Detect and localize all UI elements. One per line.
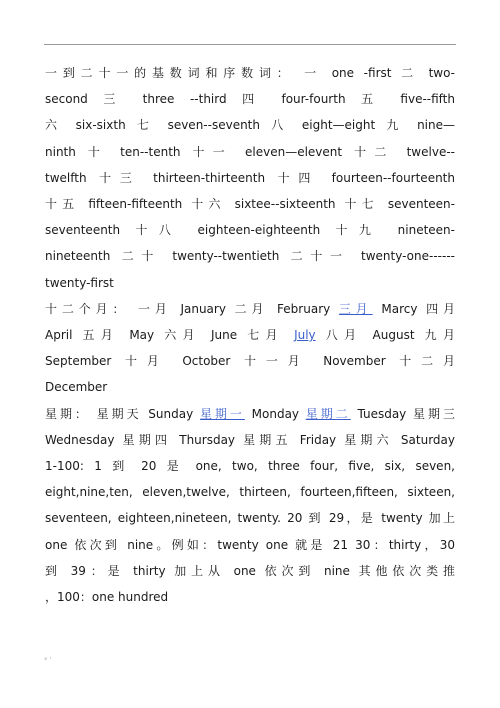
hyperlink[interactable]: 星期一 xyxy=(199,406,245,421)
text-line xyxy=(45,584,455,610)
text-line xyxy=(45,139,455,165)
text-segment: 十五 fifteen-fifteenth 十六 sixtee--sixteenth 十七 seventeen- xyxy=(45,197,455,212)
hyperlink[interactable]: 星期二 xyxy=(305,406,351,421)
header-rule xyxy=(44,44,456,45)
text-segment: 星期： 星期天 Sunday xyxy=(45,406,200,421)
text-segment: Wednesday 星期四 Thursday 星期五 Friday 星期六 Saturday xyxy=(45,432,455,447)
text-line xyxy=(45,401,455,427)
text-line xyxy=(45,532,455,558)
text-segment: ninth 十 ten--tenth 十一 eleven—elevent 十二 twelve-- xyxy=(45,144,455,159)
document-body xyxy=(45,60,455,610)
text-line xyxy=(45,453,455,479)
text-line xyxy=(45,374,455,400)
text-segment: Monday xyxy=(244,406,306,421)
text-line xyxy=(45,505,455,531)
text-segment: seventeen, eighteen,nineteen, twenty. 20 到 29，是 twenty 加上 xyxy=(45,511,455,526)
text-line xyxy=(45,60,455,86)
text-line xyxy=(45,165,455,191)
text-segment: nineteenth 二十 twenty--twentieth 二十一 twenty-one------ xyxy=(45,249,455,264)
text-segment: one 依次到 nine。例如：twenty one 就是 21 30：thirty，30 xyxy=(45,537,455,552)
text-line xyxy=(45,112,455,138)
text-line xyxy=(45,296,455,322)
text-segment: 八月 August 九月 xyxy=(315,328,455,343)
text-segment: 1-100: 1 到 20 是 one, two, three four, five, six, seven, xyxy=(45,459,455,474)
text-line xyxy=(45,427,455,453)
text-segment: 到 39：是 thirty 加上从 one 依次到 nine 其他依次类推 xyxy=(45,563,455,578)
hyperlink[interactable]: 三月 xyxy=(338,301,373,316)
text-segment: December xyxy=(45,380,108,395)
text-segment: seventeenth 十八 eighteen-eighteenth 十九 nineteen- xyxy=(45,223,455,238)
text-line xyxy=(45,322,455,348)
text-segment: Marcy 四月 xyxy=(372,301,455,316)
text-segment: ，100：one hundred xyxy=(45,590,169,605)
text-line xyxy=(45,243,455,269)
text-segment: eight,nine,ten, eleven,twelve, thirteen, fourteen,fifteen, sixteen, xyxy=(45,485,455,500)
text-line xyxy=(45,86,455,112)
text-line xyxy=(45,558,455,584)
text-segment: Tuesday 星期三 xyxy=(350,406,455,421)
text-segment: twelfth 十三 thirteen-thirteenth 十四 fourteen--fourteenth xyxy=(45,170,455,185)
text-segment: twenty-first xyxy=(45,275,114,290)
text-line xyxy=(45,191,455,217)
text-segment: second 三 three --third 四 four-fourth 五 five--fifth xyxy=(45,92,455,107)
text-line xyxy=(45,217,455,243)
text-segment: September 十月 October 十一月 November 十二月 xyxy=(45,354,455,369)
text-segment: 六 six-sixth 七 seven--seventh 八 eight—eight 九 nine— xyxy=(45,118,455,133)
footer-mark: * ' xyxy=(44,656,52,664)
hyperlink[interactable]: July xyxy=(294,328,316,343)
text-segment: 一到二十一的基数词和序数词： 一 one -first 二 two- xyxy=(45,66,455,80)
text-segment: 十二个月： 一月 January 二月 February xyxy=(45,301,339,316)
text-line xyxy=(45,270,455,296)
text-line xyxy=(45,348,455,374)
text-segment: April 五月 May 六月 June 七月 xyxy=(45,328,295,343)
text-line xyxy=(45,479,455,505)
